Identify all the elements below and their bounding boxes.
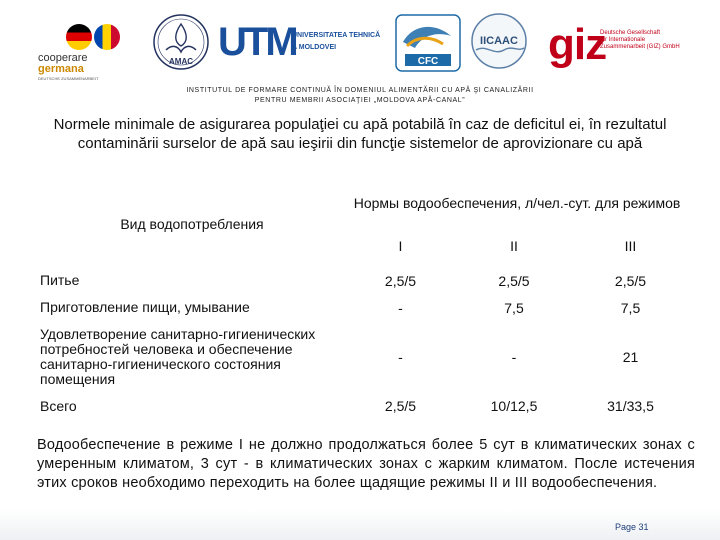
row-value: - <box>511 349 517 365</box>
table-row <box>40 393 690 419</box>
norms-header: Нормы водообеспечения, л/чел.-сут. для режимов <box>353 195 681 211</box>
row-value: 7,5 <box>620 299 641 316</box>
utm-name-line1: UNIVERSITATEA TEHNICĂ <box>292 32 381 39</box>
row-value: 10/12,5 <box>490 398 538 414</box>
row-value: - <box>398 299 403 316</box>
moldova-flag-icon <box>94 24 120 50</box>
flags-icon <box>66 24 122 52</box>
table-row <box>40 321 690 393</box>
germana-word: germana <box>38 63 84 75</box>
regime-2-header: II <box>510 238 518 254</box>
institute-line-1: INSTITUTUL DE FORMARE CONTINUĂ ÎN DOMENIUL ALIMENTĂRII CU APĂ ŞI CANALIZĂRII <box>186 87 534 94</box>
amac-logo <box>150 12 212 76</box>
water-norms-table <box>40 181 690 419</box>
row-value: 7,5 <box>504 299 524 316</box>
institute-line-2: PENTRU MEMBRII ASOCIAŢIEI „MOLDOVA APĂ-CANAL” <box>254 97 466 104</box>
row-value: 2,5/5 <box>384 272 417 289</box>
utm-name-line2: A MOLDOVEI <box>292 44 337 51</box>
giz-description: Deutsche Gesellschaft für Internationale Zusammenarbeit (GIZ) GmbH <box>600 30 680 50</box>
giz-logo <box>548 22 698 72</box>
cooperare-germana-logo <box>38 24 124 81</box>
row-value: 31/33,5 <box>607 398 654 414</box>
table-row <box>40 294 690 321</box>
cfc-label: CFC <box>417 56 439 67</box>
table-row <box>40 267 690 294</box>
iicaac-logo <box>468 12 530 70</box>
row-value: - <box>398 349 403 365</box>
iicaac-label: IICAAC <box>480 35 518 47</box>
usage-type-header: Вид водопотребления <box>120 216 264 232</box>
utm-mark: UTM <box>218 20 296 64</box>
slide-title: Normele minimale de asigurarea populaţiei cu apă potabilă în caz de deficitul ei, în rezultatul contaminării surselor de apă sau ieşirii din funcţie sistemelor de aprovizionare cu apă <box>53 116 667 152</box>
giz-mark: giz <box>548 20 607 69</box>
regime-3-header: III <box>624 238 637 254</box>
regime-1-header: I <box>398 238 403 254</box>
row-value: 2,5/5 <box>614 272 647 289</box>
footer-band <box>0 510 720 540</box>
regime-note: Водообеспечение в режиме I не должно продолжаться более 5 сут в климатических зонах с умеренным климатом, 3 сут - в климатических зонах с жарким климатом. После истечения этих сроков необходимо переходить на более щадящие режимы II и III водообеспечения. <box>37 437 695 491</box>
logo-strip <box>0 0 720 86</box>
germany-flag-icon <box>66 24 92 50</box>
institute-name <box>0 86 720 106</box>
table-header-row <box>40 181 690 225</box>
row-value: 2,5/5 <box>498 272 530 289</box>
row-value: 21 <box>622 349 639 365</box>
row-label: Приготовление пищи, умывание <box>40 299 250 315</box>
row-label: Всего <box>40 397 77 414</box>
utm-logo <box>218 20 388 66</box>
row-label: Удовлетворение санитарно-гигиенических потребностей человека и обеспечение санитарно-гигиенического состояния помещения <box>40 326 316 387</box>
row-label: Питье <box>40 272 80 288</box>
row-value: 2,5/5 <box>384 398 417 414</box>
cooperare-word: cooperare <box>38 52 88 64</box>
cfc-logo <box>395 14 461 72</box>
page-number: Page 31 <box>615 522 649 532</box>
cooperare-tagline: DEUTSCHE ZUSAMMENARBEIT <box>38 76 99 81</box>
amac-label: AMAC <box>169 57 193 66</box>
